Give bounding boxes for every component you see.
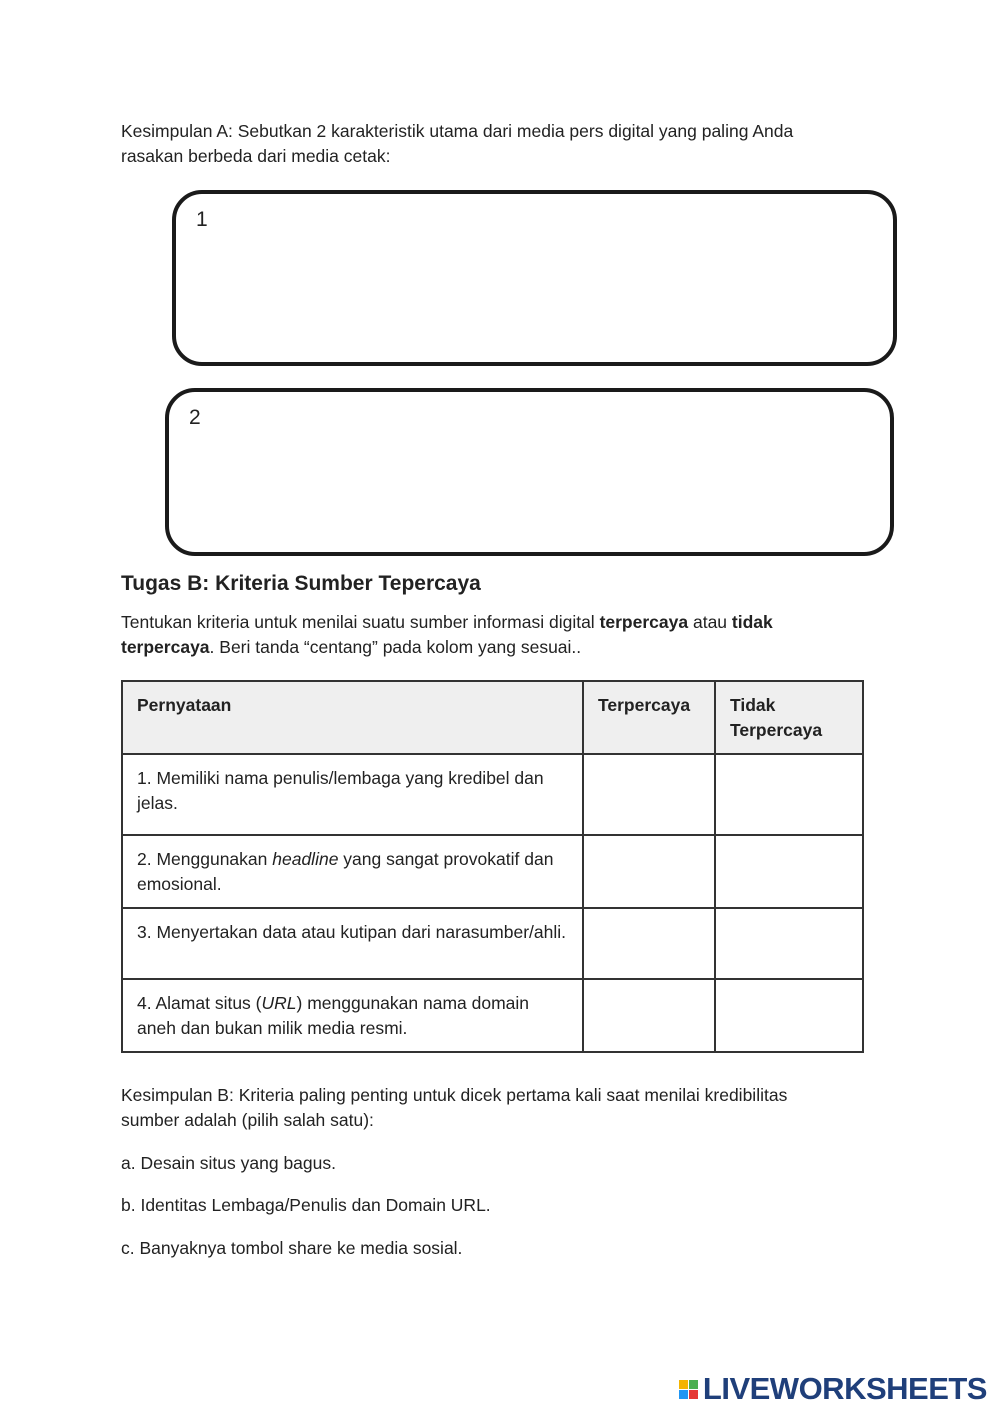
table-row	[122, 908, 863, 979]
option-b[interactable]: b. Identitas Lembaga/Penulis dan Domain URL.	[121, 1195, 491, 1215]
instruction-bold-trusted: terpercaya	[599, 612, 689, 632]
statement-text: ) menggunakan nama domain aneh dan bukan milik media resmi.	[137, 993, 530, 1038]
criteria-table	[121, 680, 864, 1053]
option-a[interactable]: a. Desain situs yang bagus.	[121, 1153, 336, 1173]
statement-text: 3. Menyertakan data atau kutipan dari narasumber/ahli.	[137, 922, 567, 942]
statement-cell	[122, 754, 583, 835]
instruction-bold-untrusted: tidak terpercaya	[121, 612, 773, 657]
logo-square-icon	[679, 1380, 688, 1389]
answer-box-1-number: 1	[196, 208, 208, 231]
answer-box-1[interactable]	[172, 190, 897, 366]
answer-box-2[interactable]	[165, 388, 894, 556]
statement-text: yang sangat provokatif dan emosional.	[137, 849, 554, 894]
untrusted-check-cell[interactable]	[715, 835, 863, 908]
statement-text: 2. Menggunakan	[137, 849, 273, 869]
statement-cell	[122, 835, 583, 908]
logo-text: LIVEWORKSHEETS	[702, 1371, 987, 1406]
statement-italic: headline	[272, 849, 339, 869]
untrusted-check-cell[interactable]	[715, 908, 863, 979]
logo-square-icon	[689, 1390, 698, 1399]
logo-square-icon	[689, 1380, 698, 1389]
header-trusted: Terpercaya	[583, 681, 715, 754]
statement-cell	[122, 908, 583, 979]
statement-text: 4. Alamat situs (	[137, 993, 262, 1013]
trusted-check-cell[interactable]	[583, 754, 715, 835]
table-row	[122, 835, 863, 908]
trusted-check-cell[interactable]	[583, 979, 715, 1052]
statement-italic: URL	[261, 993, 297, 1013]
logo-mark-icon	[679, 1380, 698, 1399]
task-b-instruction	[121, 610, 821, 660]
instruction-text: . Beri tanda “centang” pada kolom yang sesuai..	[209, 637, 582, 657]
table-header-row	[122, 681, 863, 754]
option-c[interactable]: c. Banyaknya tombol share ke media sosial.	[121, 1238, 463, 1258]
trusted-check-cell[interactable]	[583, 908, 715, 979]
header-untrusted: Tidak Terpercaya	[715, 681, 863, 754]
conclusion-b-prompt: Kesimpulan B: Kriteria paling penting untuk dicek pertama kali saat menilai kredibilitas sumber adalah (pilih salah satu):	[121, 1085, 788, 1130]
table-row	[122, 979, 863, 1052]
instruction-text: Tentukan kriteria untuk menilai suatu sumber informasi digital	[121, 612, 600, 632]
statement-text: 1. Memiliki nama penulis/lembaga yang kredibel dan jelas.	[137, 768, 544, 813]
trusted-check-cell[interactable]	[583, 835, 715, 908]
task-b-heading: Tugas B: Kriteria Sumber Tepercaya	[121, 572, 481, 595]
logo-square-icon	[679, 1390, 688, 1399]
statement-cell	[122, 979, 583, 1052]
table-row	[122, 754, 863, 835]
conclusion-a-prompt: Kesimpulan A: Sebutkan 2 karakteristik utama dari media pers digital yang paling Anda rasakan berbeda dari media cetak:	[121, 121, 794, 166]
untrusted-check-cell[interactable]	[715, 754, 863, 835]
untrusted-check-cell[interactable]	[715, 979, 863, 1052]
instruction-text: atau	[688, 612, 732, 632]
header-statement: Pernyataan	[122, 681, 583, 754]
answer-box-2-number: 2	[189, 406, 201, 429]
liveworksheets-logo	[679, 1371, 987, 1407]
